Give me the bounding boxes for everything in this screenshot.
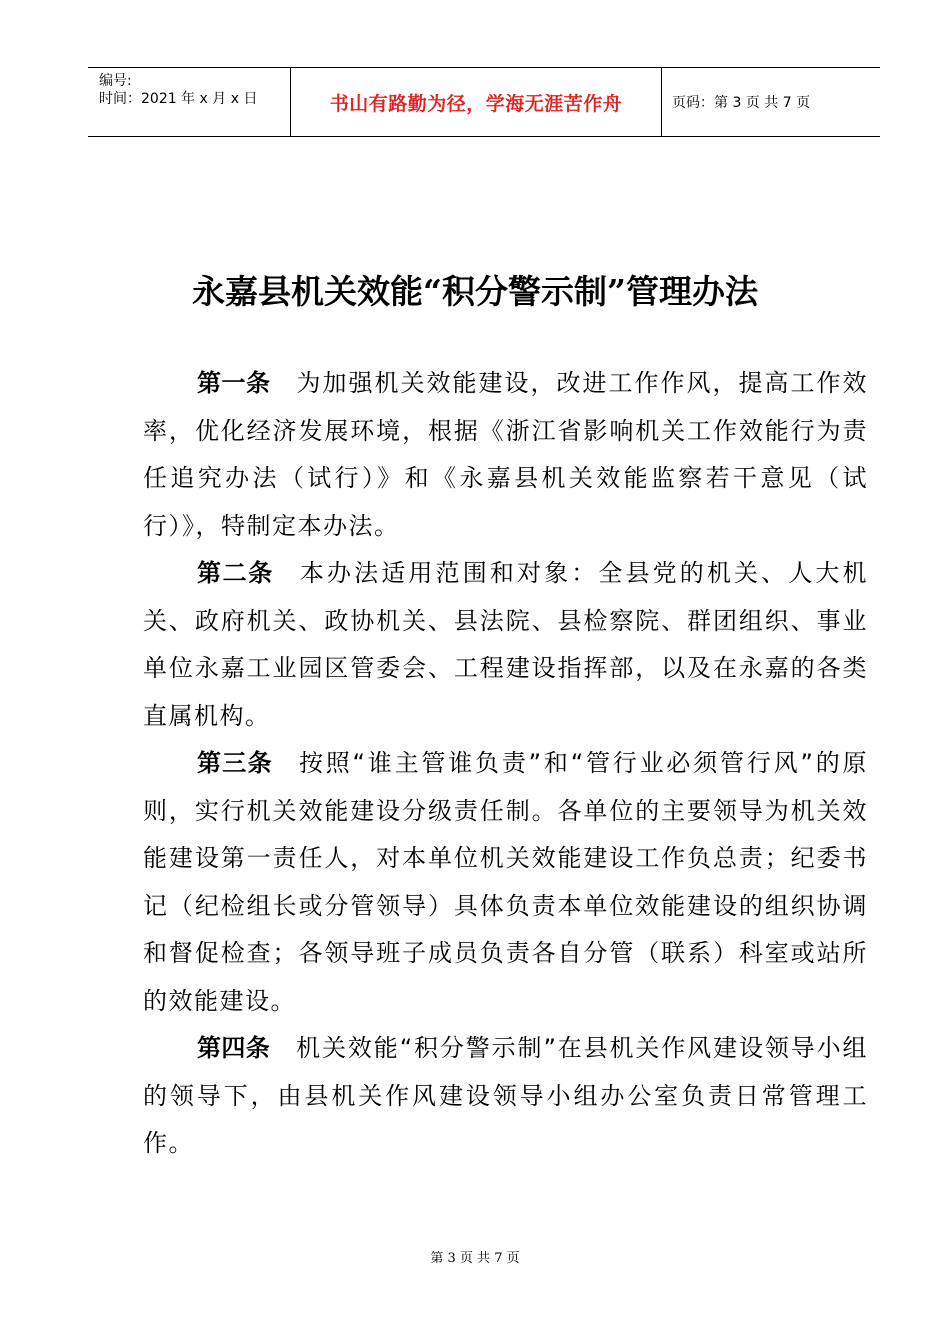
article-number: 第二条 — [197, 559, 274, 587]
serial-number-label: 编号: — [99, 73, 132, 89]
article-number: 第三条 — [197, 749, 273, 777]
document-body — [143, 360, 868, 1168]
article-text: 本办法适用范围和对象：全县党的机关、人大机关、政府机关、政协机关、县法院、县检察院、群团组织、事业单位永嘉工业园区管委会、工程建设指挥部，以及在永嘉的各类直属机构。 — [143, 559, 869, 730]
article-1 — [143, 360, 868, 550]
article-2 — [143, 550, 868, 740]
document-header — [88, 67, 880, 137]
page-footer: 第 3 页 共 7 页 — [430, 1251, 520, 1266]
header-motto: 书山有路勤为径，学海无涯苦作舟 — [291, 68, 662, 136]
article-text: 机关效能“积分警示制”在县机关作风建设领导小组的领导下，由县机关作风建设领导小组办公室负责日常管理工作。 — [143, 1034, 868, 1157]
article-4 — [143, 1025, 868, 1168]
article-number: 第四条 — [197, 1034, 271, 1062]
time-label: 时间：2021 年 x 月 x 日 — [99, 91, 258, 107]
article-3 — [143, 740, 868, 1025]
article-text: 为加强机关效能建设，改进工作作风，提高工作效率，优化经济发展环境，根据《浙江省影响机关工作效能行为责任追究办法（试行）》和《永嘉县机关效能监察若干意见（试行）》，特制定本办法。 — [143, 369, 868, 540]
document-title: 永嘉县机关效能“积分警示制”管理办法 — [192, 272, 758, 311]
article-number: 第一条 — [197, 369, 271, 397]
header-meta — [88, 68, 291, 136]
article-text: 按照“谁主管谁负责”和“管行业必须管行风”的原则，实行机关效能建设分级责任制。各单位的主要领导为机关效能建设第一责任人，对本单位机关效能建设工作负总责；纪委书记（纪检组长或分管领导）具体负责本单位效能建设的组织协调和督促检查；各领导班子成员负责各自分管（联系）科室或站所的效能建设。 — [143, 749, 869, 1015]
header-page-info: 页码：第 3 页 共 7 页 — [672, 95, 811, 111]
